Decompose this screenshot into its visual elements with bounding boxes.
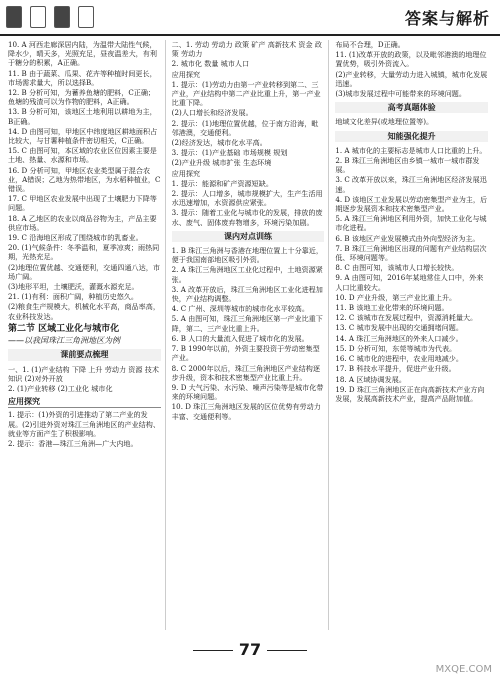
exam-label: 高考真题体验 [335, 102, 488, 113]
answer-paragraph: 2. B 珠江三角洲地区由乡镇一城市一城市群发展。 [335, 156, 480, 175]
answer-paragraph: 21. (1)有利：面积广阔，种植历史悠久。 [8, 292, 138, 302]
answer-paragraph: (2)粮食生产规模大，机械化水平高，商品率高，农业科技发达。 [8, 302, 160, 321]
key-points-paragraphs [8, 365, 161, 394]
answer-paragraph: 17. C 甲地区农业发展中出现了土壤肥力下降等问题。 [8, 194, 157, 213]
exam-paragraphs [335, 117, 488, 126]
answer-paragraph: 19. D 珠江三角洲地区正在向高新技术产业方向发展，发展高新技术产业，提高产品附加值。 [335, 384, 485, 403]
answer-paragraph: 7. B 1990年以前，外资主要投资于劳动密集型产业。 [171, 344, 320, 363]
answer-paragraph: 11. B 该地工业化带来的环境问题。 [335, 303, 449, 313]
boost-paragraphs [335, 146, 488, 403]
answer-paragraph: 应用探究 [171, 168, 201, 178]
header-title: 答案与解析 [404, 9, 490, 28]
header-tab-mark [6, 6, 22, 28]
answer-paragraph: 18. A 乙地区的农业以商品谷物为主，产品主要供应市场。 [8, 213, 157, 232]
answer-paragraph: 3. C 改革开放以来，珠江三角洲地区经济发展迅速。 [335, 175, 487, 194]
answer-paragraph: 19. C 沿海地区形成了围绕城市的乳畜业。 [8, 233, 143, 243]
answer-paragraph: 7. B 珠江三角洲地区出现的问题有产业结构层次低、环境问题等。 [335, 243, 487, 263]
answer-paragraph: (2)产业升级 城市扩张 生态环境 [171, 158, 272, 168]
header-tab-marks [6, 6, 94, 28]
watermark: MXQE.COM [435, 664, 492, 675]
column-3 [335, 40, 492, 630]
answer-paragraph: 17. B 科技水平提升，促进产业升级。 [335, 364, 456, 374]
column-2-paragraphs [172, 40, 325, 227]
answer-paragraph: 一、1. (1)产业结构 下降 上升 劳动力 资源 技术 知识 (2)对外开放 [8, 364, 159, 383]
answer-paragraph: 9. D 大气污染、水污染、噪声污染等是城市化带来的环境问题。 [171, 382, 324, 402]
answer-paragraph: 1. A 城市化的主要标志是城市人口比重的上升。 [335, 145, 487, 155]
answer-paragraph: 二、1. 劳动 劳动力 政策 矿产 高新技术 资金 政策 劳动力 [171, 40, 322, 59]
answer-paragraph: 3. 提示：(1)产业基础 市场规模 规划 [171, 148, 288, 158]
key-points-label: 课前要点梳理 [8, 349, 161, 360]
page-header [0, 0, 500, 36]
answer-paragraph: 10. D 产业升级，第三产业比重上升。 [335, 292, 457, 302]
answer-paragraph: 应用探究 [171, 69, 201, 79]
header-tab-mark [54, 6, 70, 28]
answer-paragraph: 16. C 城市化的进程中，农业用地减少。 [335, 354, 463, 364]
in-class-training-paragraphs [172, 246, 325, 421]
answer-paragraph: 2. 提示：香港—珠江三角洲—广大内地。 [8, 438, 138, 448]
practice-label: 应用探究 [8, 397, 161, 408]
column-2 [172, 40, 330, 630]
answer-paragraph: 8. C 由图可知，该城市人口增长较快。 [335, 263, 459, 273]
answer-paragraph: 12. C 该城市在发展过程中，资源消耗量大。 [335, 313, 478, 323]
answer-paragraph: 1. 提示：能源和矿产资源短缺。 [171, 178, 273, 188]
answer-paragraph: 2. 提示：(1)地理位置优越，位于南方沿海，毗邻港澳，交通便利。 [171, 118, 319, 137]
column-1 [8, 40, 166, 630]
answer-paragraph: 5. A 珠江三角洲地区利用外资，加快工业化与城市化进程。 [335, 214, 487, 233]
answer-paragraph: 16. D 分析可知，甲地区农业类型属于混合农业，A错误；乙地为热带地区，为水稻种植业，C错误。 [8, 165, 161, 194]
answer-paragraph: (2)人口增长和经济发展。 [171, 108, 253, 118]
answer-columns [8, 40, 492, 630]
header-tab-mark [78, 6, 94, 28]
answer-paragraph: 4. D 该地区工业发展以劳动密集型产业为主，后期逐步发展资本和技术密集型产业。 [335, 194, 488, 214]
answer-paragraph: 13. B 分析可知，该地区土地利用以耕地为主，B正确。 [8, 107, 157, 126]
answer-paragraph: 12. B 分析可知，为蓄养鱼塘的肥料，C正确；鱼塘的残渣可以为作物的肥料，A正确。 [8, 88, 156, 107]
answer-paragraph: 11. (1)改革开放的政策，以及毗邻港澳的地理位置优势，吸引外资流入。 [335, 50, 487, 69]
answer-paragraph: 布局不合理，D正确。 [335, 40, 405, 49]
header-tab-mark [30, 6, 46, 28]
column-3-paragraphs [335, 40, 488, 98]
answer-paragraph: 地域文化差异(或地理位置等)。 [335, 117, 434, 127]
answer-paragraph: 10. A 河西走廊深居内陆，为温带大陆性气候，降水少，晴天多，光照充足，昼夜温差大，有利于糖分的积累，A正确。 [8, 40, 157, 68]
answer-paragraph: 2. (1)产业转移 (2)工业化 城市化 [8, 383, 113, 393]
answer-paragraph: (3)城市发展过程中可能带来的环境问题。 [335, 89, 466, 99]
answer-paragraph: (2)地理位置优越、交通便利，交通四通八达，市场广阔。 [8, 262, 160, 281]
section-title: 第二节 区域工业化与城市化 [8, 323, 120, 334]
answer-paragraph: 10. D 珠江三角洲地区发展的区位优势有劳动力丰富、交通便利等。 [171, 402, 321, 421]
practice-paragraphs [8, 410, 161, 448]
answer-paragraph: 13. C 城市发展中出现的交通拥堵问题。 [335, 323, 463, 333]
answer-paragraph: 1. 提示：(1)外资的引进推动了第二产业的发展。(2)引进外资对珠江三角洲地区的产业结构、就业等方面产生了积极影响。 [8, 410, 160, 438]
answer-paragraph: 3. A 改革开放后，珠江三角洲地区工业化进程加快，产业结构调整。 [171, 284, 323, 304]
column-1-paragraphs [8, 40, 161, 321]
answer-paragraph: (2)经济发达，城市化水平高。 [171, 138, 267, 148]
answer-paragraph: (2)产业转移，大量劳动力进入城镇，城市化发展迅速。 [335, 69, 488, 88]
answer-paragraph: 20. (1)气候条件：冬季温和，夏季凉爽；雨热同期，光热充足。 [8, 243, 160, 262]
answer-paragraph: 15. D 分析可知，东莞等城市为代表。 [335, 343, 457, 353]
answer-paragraph: 14. D 由图可知，甲地区中纬度地区耕地面积占比较大，与甘薯种植条件密切相关，C正确。 [8, 126, 158, 146]
answer-paragraph: 2. 提示：人口增多，城市规模扩大，生产生活用水迅速增加，水资源供应紧张。 [171, 189, 323, 208]
answer-paragraph: 2. A 珠江三角洲地区工业化过程中，土地资源紧张。 [171, 265, 323, 284]
answer-paragraph: 1. 提示：(1)劳动力由第一产业转移到第二、三产业，产业结构中第二产业比重上升，第一产业比重下降。 [171, 79, 321, 108]
answer-paragraph: 14. A 珠江三角洲地区的外来人口减少。 [335, 333, 463, 343]
answer-paragraph: 2. 城市化 数量 城市人口 [171, 59, 250, 69]
answer-paragraph: 5. A 由图可知，珠江三角洲地区第一产业比重下降，第二、三产业比重上升。 [171, 314, 323, 333]
answer-paragraph: 4. C 广州、深圳等城市的城市化水平较高。 [171, 304, 309, 314]
answer-paragraph: 18. A 区域协调发展。 [335, 374, 406, 384]
answer-paragraph: 15. C 由图可知，本区域的农业区位因素主要是土地、热量、水源和市场。 [8, 146, 157, 165]
answer-paragraph: (3)地形平坦，土壤肥沃，灌溉水源充足。 [8, 282, 139, 292]
answer-paragraph: 1. B 珠江三角洲与香港在地理位置上十分靠近，便于我国南部地区吸引外资。 [171, 246, 323, 265]
answer-paragraph: 8. C 2000年以后，珠江三角洲地区产业结构逐步升级，资本和技术密集型产业比重上升。 [171, 363, 320, 382]
answer-paragraph: 9. A 由图可知，2016年某地常住人口中，外来人口比重较大。 [335, 273, 484, 292]
answer-paragraph: 6. B 人口的大量流入促进了城市化的发展。 [171, 333, 309, 343]
boost-label: 知能强化提升 [335, 131, 488, 142]
answer-paragraph: 3. 提示：随着工业化与城市化的发展，排放的废水、废气、固体废弃物增多，环境污染加剧。 [171, 208, 323, 227]
answer-paragraph: 11. B 由于蔬菜、瓜果、花卉等种植时间更长，市场需求量大，所以选择B。 [8, 68, 157, 87]
answer-paragraph: 6. B 该地区产业发展模式由外向型经济为主。 [335, 233, 480, 243]
page-number: 77 [0, 640, 500, 659]
in-class-training-label: 课内对点训练 [172, 231, 325, 242]
section-subtitle: ——以我国珠江三角洲地区为例 [8, 336, 120, 346]
